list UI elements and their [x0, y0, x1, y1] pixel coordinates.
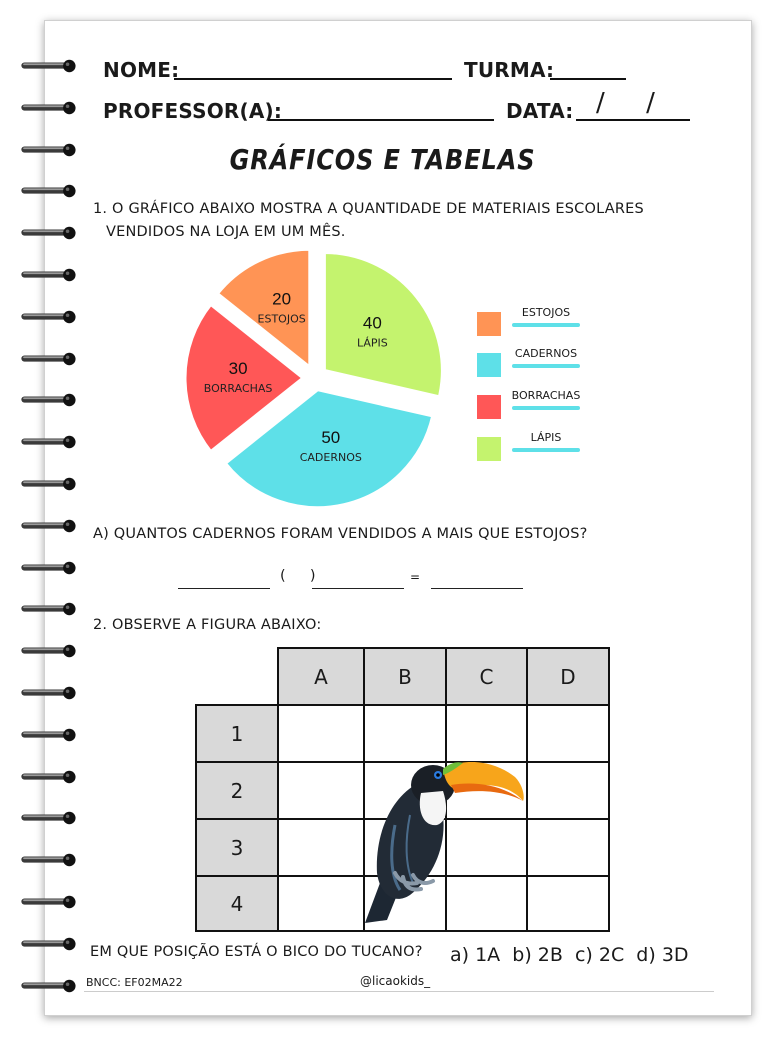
binding-ring: [16, 936, 80, 952]
grid-cell: [527, 819, 609, 876]
binding-ring: [16, 267, 80, 283]
legend-swatch: [477, 353, 501, 377]
legend-swatch: [477, 312, 501, 336]
grid-cell: [527, 876, 609, 931]
grid-cell: [446, 705, 527, 762]
grid-cell: [527, 762, 609, 819]
grid-corner: [196, 648, 278, 705]
answer-paren[interactable]: ( ): [280, 568, 316, 584]
binding-ring: [16, 518, 80, 534]
question1-line1: 1. O GRÁFICO ABAIXO MOSTRA A QUANTIDADE DE MATERIAIS ESCOLARES: [93, 201, 644, 217]
grid-cell: [364, 705, 446, 762]
binding-ring: [16, 225, 80, 241]
professor-field[interactable]: [268, 97, 494, 121]
binding-ring: [16, 685, 80, 701]
grid-row-header-3: 3: [196, 819, 278, 876]
legend-underline: [512, 364, 580, 368]
legend-underline: [512, 323, 580, 327]
toucan-illustration: [355, 755, 530, 930]
binding-ring: [16, 351, 80, 367]
questionA-text: A) QUANTOS CADERNOS FORAM VENDIDOS A MAIS QUE ESTOJOS?: [93, 526, 588, 542]
date-slashes: / /: [596, 88, 655, 118]
question3-prompt: EM QUE POSIÇÃO ESTÁ O BICO DO TUCANO?: [90, 944, 423, 960]
data-label: DATA:: [506, 99, 574, 123]
legend-swatch: [477, 395, 501, 419]
grid-col-header-d: D: [527, 648, 609, 705]
binding-ring: [16, 434, 80, 450]
binding-ring: [16, 727, 80, 743]
grid-cell: [278, 876, 364, 931]
binding-ring: [16, 769, 80, 785]
binding-ring: [16, 58, 80, 74]
binding-ring: [16, 810, 80, 826]
pie-chart: [180, 250, 450, 510]
pie-value-label: 30: [228, 359, 248, 378]
binding-ring: [16, 183, 80, 199]
binding-ring: [16, 476, 80, 492]
grid-row-header-4: 4: [196, 876, 278, 931]
pie-category-label: ESTOJOS: [257, 312, 306, 326]
answer-blank-2[interactable]: [312, 574, 404, 589]
grid-col-header-a: A: [278, 648, 364, 705]
pie-slice-lápis: [324, 253, 442, 397]
professor-label: PROFESSOR(A):: [103, 99, 283, 123]
bncc-code: BNCC: EF02MA22: [86, 976, 183, 989]
binding-ring: [16, 643, 80, 659]
question3-options[interactable]: a) 1A b) 2B c) 2C d) 3D: [450, 944, 689, 966]
pie-category-label: CADERNOS: [299, 451, 362, 465]
legend-label: BORRACHAS: [511, 389, 581, 402]
legend-label: ESTOJOS: [521, 306, 571, 319]
question1-line2: VENDIDOS NA LOJA EM UM MÊS.: [106, 224, 346, 240]
turma-field[interactable]: [550, 56, 626, 80]
grid-cell: [278, 819, 364, 876]
nome-field[interactable]: [174, 56, 452, 80]
grid-col-header-c: C: [446, 648, 527, 705]
footer-divider: [84, 991, 714, 992]
binding-ring: [16, 601, 80, 617]
grid-row-header-1: 1: [196, 705, 278, 762]
legend-label: CADERNOS: [514, 347, 578, 360]
binding-ring: [16, 894, 80, 910]
legend-swatch: [477, 437, 501, 461]
grid-cell: [527, 705, 609, 762]
pie-value-label: 40: [362, 313, 382, 333]
question2-text: 2. OBSERVE A FIGURA ABAIXO:: [93, 617, 322, 633]
binding-ring: [16, 560, 80, 576]
binding-ring: [16, 978, 80, 994]
page-title: GRÁFICOS E TABELAS: [229, 143, 536, 176]
nome-label: NOME:: [103, 58, 180, 82]
pie-value-label: 50: [321, 428, 341, 448]
binding-ring: [16, 100, 80, 116]
pie-category-label: LÁPIS: [356, 336, 388, 350]
binding-ring: [16, 309, 80, 325]
legend-label: LÁPIS: [530, 431, 562, 444]
grid-cell: [278, 705, 364, 762]
binding-ring: [16, 852, 80, 868]
answer-equals: =: [410, 570, 421, 584]
grid-row-header-2: 2: [196, 762, 278, 819]
author-handle: @licaokids_: [360, 974, 431, 988]
legend-underline: [512, 448, 580, 452]
pie-value-label: 20: [272, 289, 292, 309]
legend-underline: [512, 406, 580, 410]
answer-blank-3[interactable]: [431, 574, 523, 589]
answer-blank-1[interactable]: [178, 574, 270, 589]
grid-col-header-b: B: [364, 648, 446, 705]
binding-ring: [16, 392, 80, 408]
grid-cell: [278, 762, 364, 819]
pie-category-label: BORRACHAS: [203, 382, 273, 395]
turma-label: TURMA:: [464, 58, 555, 82]
